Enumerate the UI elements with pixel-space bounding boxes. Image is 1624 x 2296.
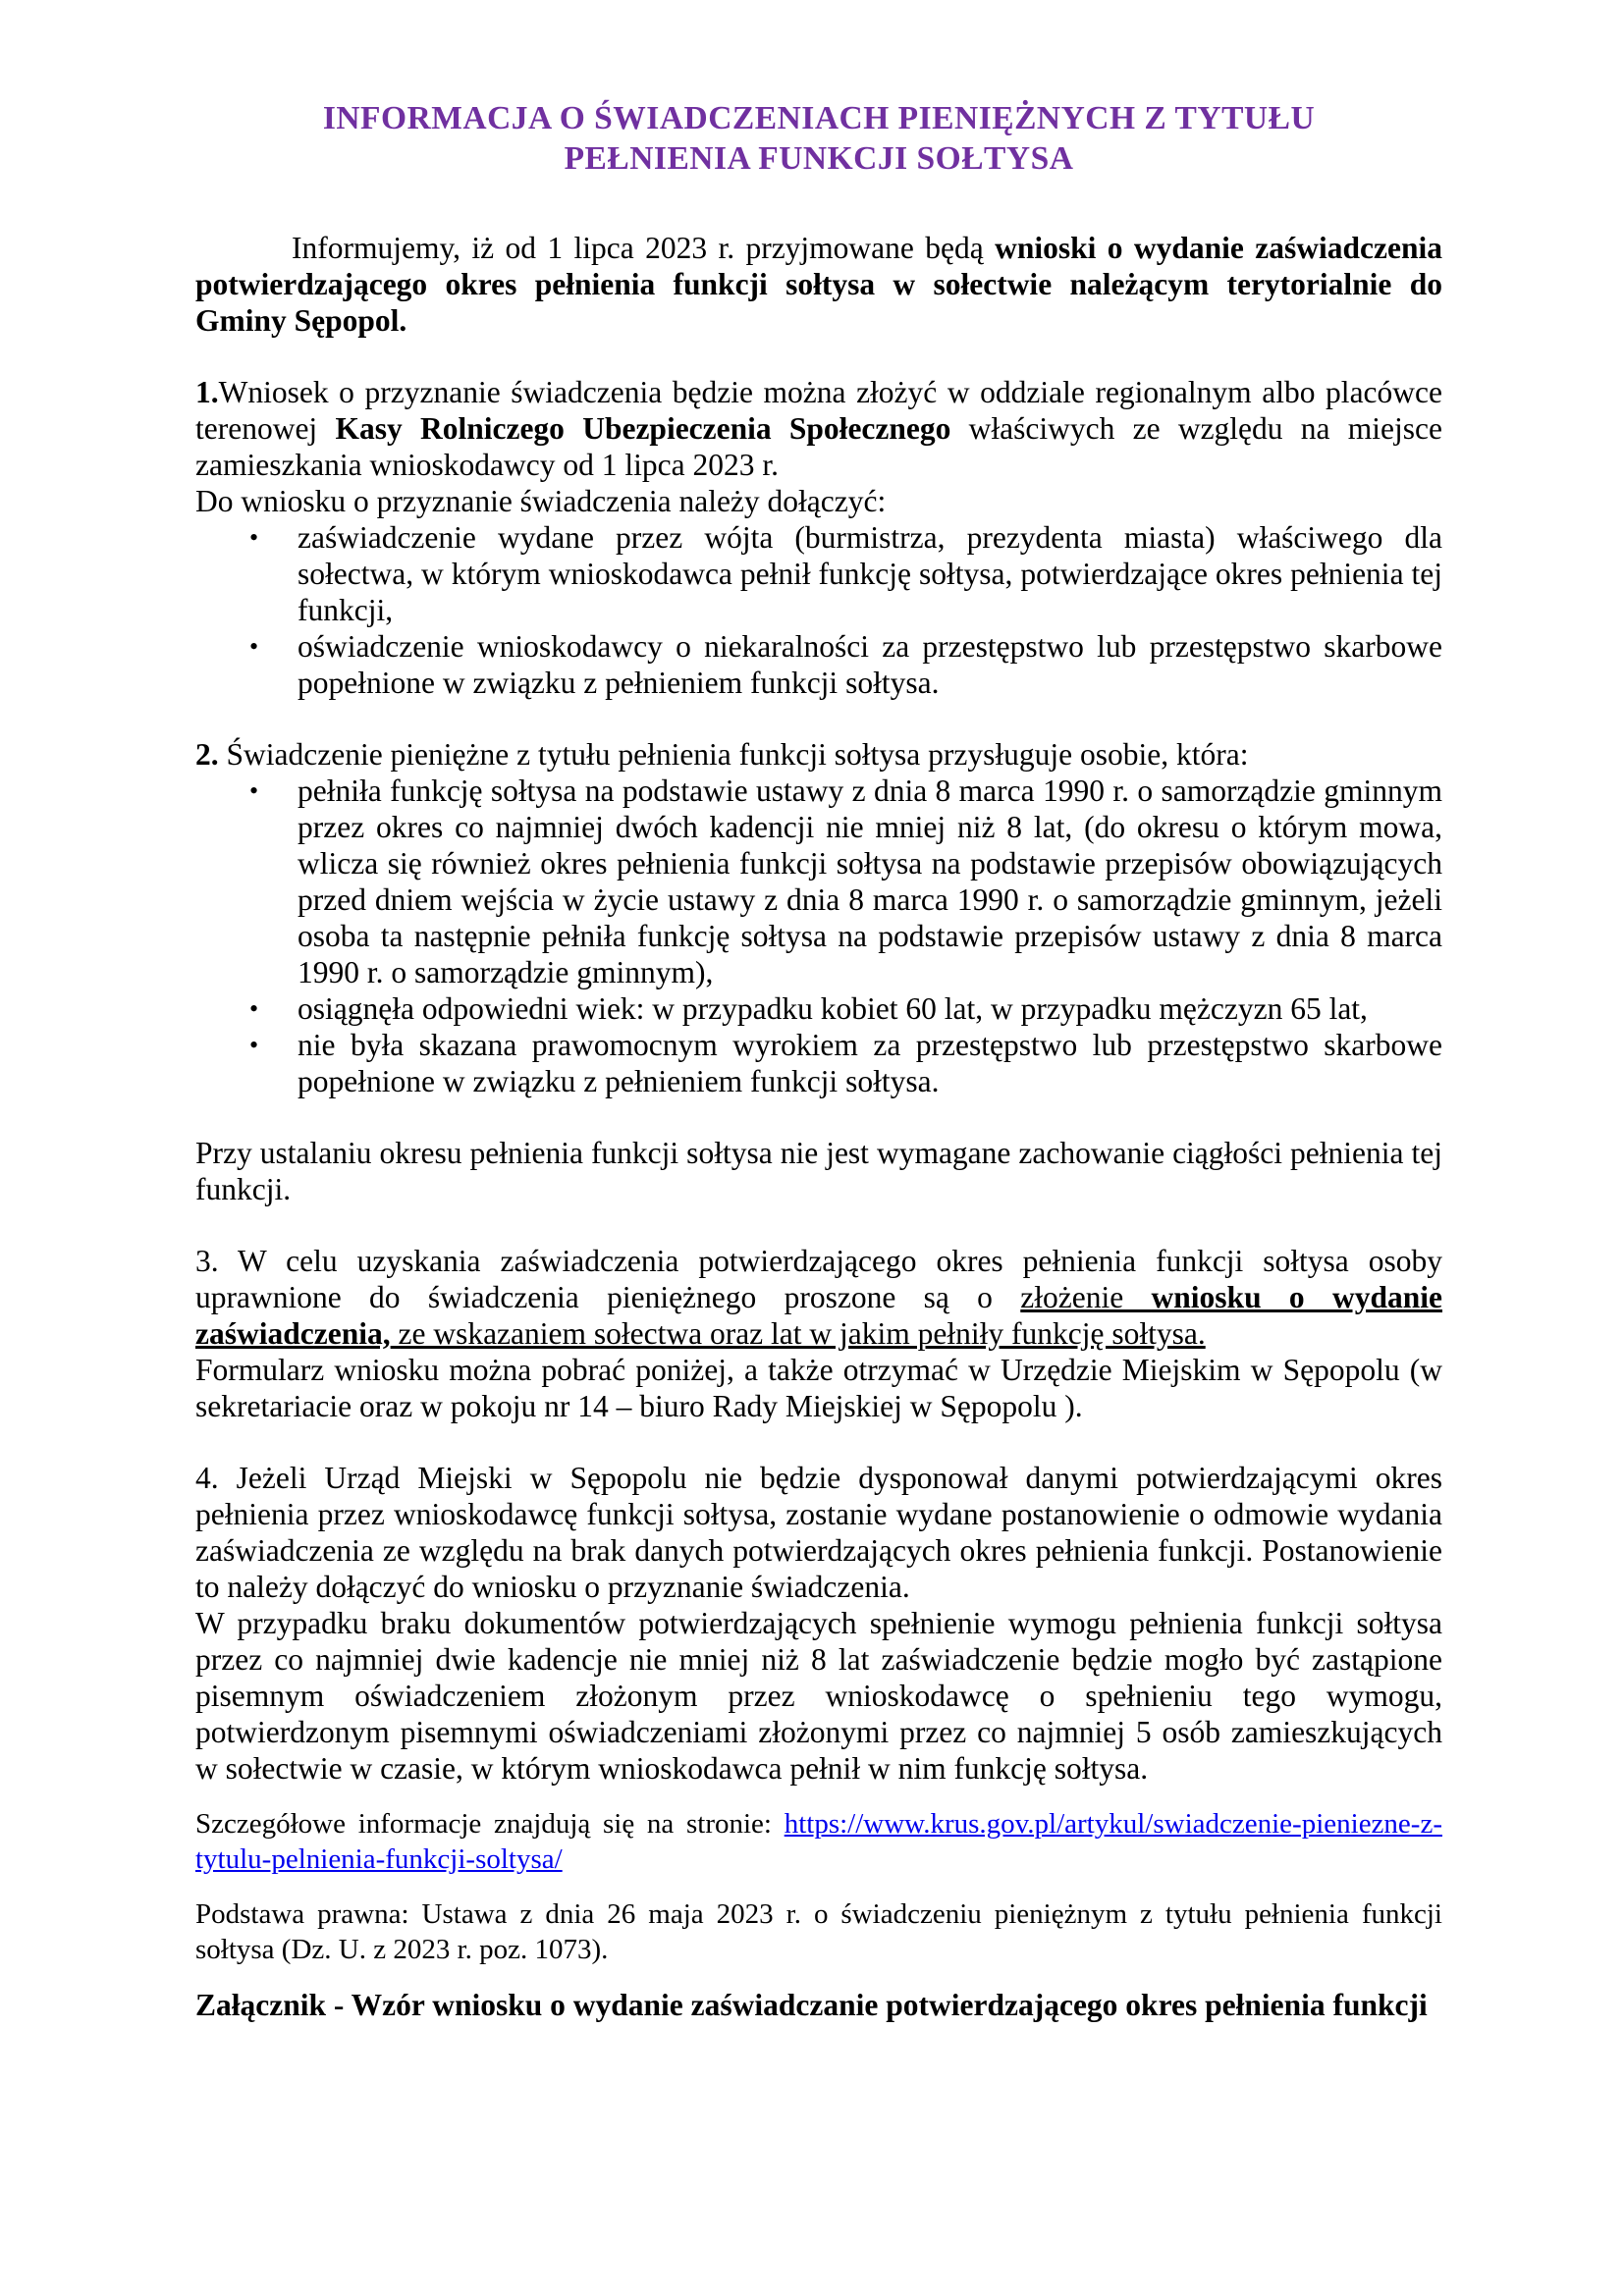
list-item <box>195 628 1442 701</box>
list-item-text: osiągnęła odpowiedni wiek: w przypadku kobiet 60 lat, w przypadku mężczyzn 65 lat, <box>298 991 1368 1026</box>
page-title <box>195 98 1442 179</box>
section-2-number: 2. <box>195 737 219 772</box>
bullet-icon: • <box>249 632 259 661</box>
section-3-text-a: 3. W celu uzyskania zaświadczenia potwierdzającego okres pełnienia funkcji sołtysa osoby uprawnione do świadczenia pieniężnego proszone są o <box>195 1244 1442 1314</box>
bullet-icon: • <box>249 523 259 552</box>
attachment-heading: Załącznik - Wzór wniosku o wydanie zaświadczanie potwierdzającego okres pełnienia funkcji <box>195 1988 1428 2022</box>
bullet-icon: • <box>249 776 259 805</box>
underlined-text: złożenie <box>1020 1280 1152 1314</box>
bullet-icon: • <box>249 1031 259 1059</box>
krus-name: Kasy Rolniczego Ubezpieczenia Społecznego <box>335 411 951 446</box>
list-item-text: pełniła funkcję sołtysa na podstawie ustawy z dnia 8 marca 1990 r. o samorządzie gminnym przez okres co najmniej dwóch kadencji nie mniej niż 8 lat, (do okresu o którym mowa, wlicza się również okres pełnienia funkcji sołtysa na podstawie przepisów obowiązujących przed dniem wejścia w życie ustawy z dnia 8 marca 1990 r. o samorządzie gminnym, jeżeli osoba ta następnie pełniła funkcję sołtysa na podstawie przepisów ustawy z dnia 8 marca 1990 r. o samorządzie gminnym), <box>298 774 1442 989</box>
continuity-paragraph: Przy ustalaniu okresu pełnienia funkcji sołtysa nie jest wymagane zachowanie ciągłości pełnienia tej funkcji. <box>195 1136 1442 1206</box>
legal-basis: Podstawa prawna: Ustawa z dnia 26 maja 2023 r. o świadczeniu pieniężnym z tytułu pełnienia funkcji sołtysa (Dz. U. z 2023 r. poz. 1073). <box>195 1898 1442 1965</box>
intro-paragraph <box>195 230 1442 339</box>
underlined-text-2: ze wskazaniem sołectwa oraz lat w jakim pełniły funkcję sołtysa. <box>390 1316 1206 1351</box>
list-item <box>195 1027 1442 1099</box>
underlined-bold-text: wniosku o wydanie zaświadczenia, <box>195 1280 1443 1351</box>
section-1-list <box>195 519 1442 701</box>
section-1-text-b: właściwych ze względu na miejsce zamieszkania wnioskodawcy od 1 lipca 2023 r. <box>195 411 1442 482</box>
list-item <box>195 990 1442 1027</box>
section-1-text-a: Wniosek o przyznanie świadczenia będzie można złożyć w oddziale regionalnym albo placówce terenowej <box>195 375 1442 446</box>
intro-text: Informujemy, iż od 1 lipca 2023 r. przyjmowane będą <box>292 231 996 265</box>
title-line-1: INFORMACJA O ŚWIADCZENIACH PIENIĘŻNYCH Z TYTUŁU <box>322 100 1316 136</box>
section-1-attach-intro: Do wniosku o przyznanie świadczenia należy dołączyć: <box>195 484 887 518</box>
section-1-number: 1. <box>195 375 219 409</box>
list-item-text: nie była skazana prawomocnym wyrokiem za przestępstwo lub przestępstwo skarbowe popełnione w związku z pełnieniem funkcji sołtysa. <box>298 1028 1442 1098</box>
details-label: Szczegółowe informacje znajdują się na stronie: <box>195 1808 785 1840</box>
krus-link[interactable]: https://www.krus.gov.pl/artykul/swiadczenie-pieniezne-z-tytulu-pelnienia-funkcji-soltysa/ <box>195 1808 1442 1875</box>
section-4-paragraph-2: W przypadku braku dokumentów potwierdzających spełnienie wymogu pełnienia funkcji sołtysa przez co najmniej dwie kadencje nie mniej niż 8 lat zaświadczenie będzie mogło być zastąpione pisemnym oświadczeniem złożonym przez wnioskodawcę o spełnieniu tego wymogu, potwierdzonym pisemnymi oświadczeniami złożonymi przez co najmniej 5 osób zamieszkujących w sołectwie w czasie, w którym wnioskodawca pełnił w nim funkcję sołtysa. <box>195 1606 1442 1786</box>
list-item-text: oświadczenie wnioskodawcy o niekaralności za przestępstwo lub przestępstwo skarbowe popełnione w związku z pełnieniem funkcji sołtysa. <box>298 629 1442 700</box>
section-4-paragraph: 4. Jeżeli Urząd Miejski w Sępopolu nie będzie dysponował danymi potwierdzającymi okres pełnienia przez wnioskodawcę funkcji sołtysa, zostanie wydane postanowienie o odmowie wydania zaświadczenia ze względu na brak danych potwierdzających okres pełnienia funkcji. Postanowienie to należy dołączyć do wniosku o przyznanie świadczenia. <box>195 1461 1442 1604</box>
list-item <box>195 519 1442 628</box>
list-item <box>195 773 1442 990</box>
bullet-icon: • <box>249 994 259 1023</box>
section-1-paragraph <box>195 374 1442 483</box>
intro-bold-text: wnioski o wydanie zaświadczenia potwierdzającego okres pełnienia funkcji sołtysa w sołectwie należącym terytorialnie do Gminy Sępopol. <box>195 231 1442 338</box>
section-2-paragraph <box>195 736 1442 773</box>
list-item-text: zaświadczenie wydane przez wójta (burmistrza, prezydenta miasta) właściwego dla sołectwa, w którym wnioskodawca pełnił funkcję sołtysa, potwierdzające okres pełnienia tej funkcji, <box>298 520 1442 627</box>
section-2-list <box>195 773 1442 1099</box>
form-paragraph: Formularz wniosku można pobrać poniżej, a także otrzymać w Urzędzie Miejskim w Sępopolu (w sekretariacie oraz w pokoju nr 14 – biuro Rady Miejskiej w Sępopolu ). <box>195 1353 1442 1423</box>
section-2-text: Świadczenie pieniężne z tytułu pełnienia funkcji sołtysa przysługuje osobie, która: <box>218 737 1249 772</box>
title-line-2: PEŁNIENIA FUNKCJI SOŁTYSA <box>564 140 1074 177</box>
details-paragraph <box>195 1806 1442 1877</box>
section-3-paragraph <box>195 1243 1442 1352</box>
